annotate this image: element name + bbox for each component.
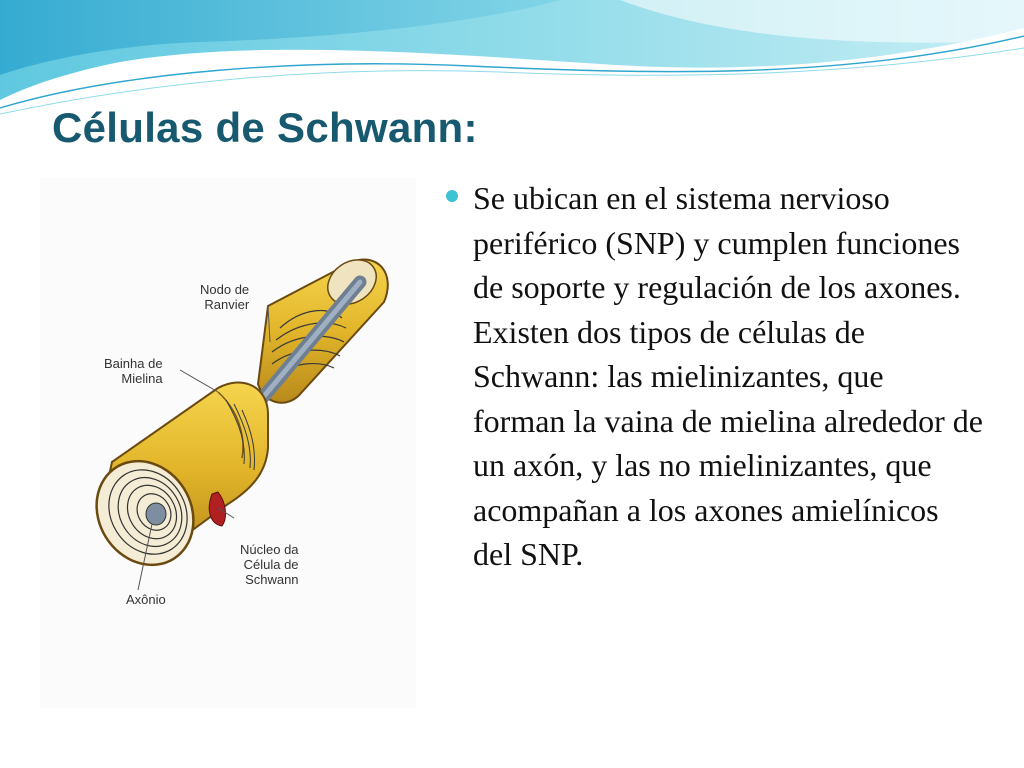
label-nucleo-celula-schwann: Núcleo da Célula de Schwann [240, 542, 299, 587]
schwann-cell-illustration [40, 178, 416, 708]
slide-title: Células de Schwann: [52, 104, 478, 151]
nerve-fiber-drawing [40, 178, 416, 708]
bullet-dot-icon [446, 190, 458, 202]
label-nodo-de-ranvier: Nodo de Ranvier [200, 282, 250, 312]
label-bainha-de-mielina: Bainha de Mielina [104, 356, 163, 386]
label-axonio: Axônio [126, 592, 166, 607]
bullet-text: Se ubican en el sistema nervioso periférico (SNP) y cumplen funciones de soporte y regulación de los axones. Existen dos tipos de células de Schwann: las mielinizantes, que forman la vaina de mielina alrededor de un axón, y las no mielinizantes, que acompañan a los axones amielínicos del SNP. [473, 180, 983, 572]
